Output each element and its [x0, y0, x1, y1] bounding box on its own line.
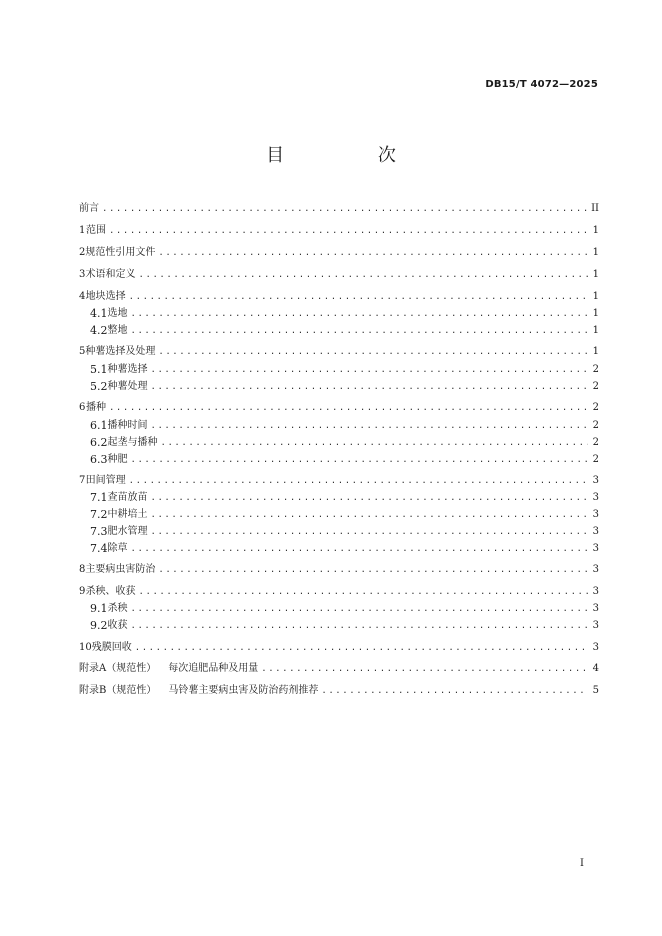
toc-leader-dots: [139, 268, 588, 282]
toc-entry-number: 3: [79, 269, 86, 280]
toc-entry[interactable]: [90, 602, 599, 616]
toc-entry-label: 肥水管理: [107, 526, 148, 537]
toc-leader-dots: [109, 401, 588, 415]
toc-entry[interactable]: [79, 563, 599, 577]
toc-entry-number: 7: [79, 475, 86, 486]
toc-entry[interactable]: [90, 453, 599, 467]
toc-entry-page: 2: [592, 364, 599, 375]
toc-entry[interactable]: [79, 662, 599, 676]
toc-entry-page: 2: [592, 420, 599, 431]
toc-entry-page: 2: [592, 402, 599, 413]
toc-leader-dots: [151, 525, 589, 539]
toc-entry-page: 3: [592, 475, 599, 486]
footer-page-number: I: [580, 858, 584, 869]
toc-entry-number: 7.1: [90, 491, 108, 504]
toc-entry-page: 5: [592, 685, 599, 696]
toc-entry[interactable]: [79, 290, 599, 304]
toc-entry-label: 中耕培土: [107, 509, 148, 520]
toc-entry-number: 8: [79, 564, 86, 575]
toc-leader-dots: [131, 324, 589, 338]
toc-entry-number: 5.1: [90, 363, 108, 376]
toc-entry-page: 3: [592, 526, 599, 537]
toc-entry[interactable]: [79, 224, 599, 238]
toc-entry[interactable]: [90, 436, 599, 450]
toc-leader-dots: [151, 380, 589, 394]
toc-entry-number: 6.2: [90, 436, 108, 449]
toc-entry-page: 1: [592, 308, 599, 319]
toc-entry-page: 2: [592, 454, 599, 465]
toc-entry-number: 5.2: [90, 380, 108, 393]
toc-leader-dots: [158, 246, 588, 260]
toc-entry-page: 3: [592, 564, 599, 575]
toc-entry[interactable]: [79, 268, 599, 282]
toc-entry-page: 2: [592, 381, 599, 392]
toc-leader-dots: [139, 585, 588, 599]
toc-entry[interactable]: [79, 641, 599, 655]
toc-leader-dots: [151, 508, 589, 522]
toc-entry-label: 种薯处理: [107, 381, 148, 392]
toc-entry[interactable]: [90, 491, 599, 505]
toc-entry[interactable]: [79, 585, 599, 599]
toc-entry-number: 2: [79, 247, 86, 258]
toc-leader-dots: [131, 619, 589, 633]
document-code: DB15/T 4072—2025: [485, 79, 598, 90]
toc-entry-number: 5: [79, 346, 86, 357]
toc-entry[interactable]: [90, 419, 599, 433]
toc-entry-label: 整地: [107, 325, 128, 336]
toc-entry[interactable]: [90, 508, 599, 522]
toc-leader-dots: [151, 491, 589, 505]
toc-entry-label: 选地: [107, 308, 128, 319]
toc-entry-page: 1: [592, 225, 599, 236]
toc-entry-page: 3: [592, 509, 599, 520]
toc-annex-title: 马铃薯主要病虫害及防治药剂推荐: [168, 685, 319, 696]
toc-leader-dots: [131, 602, 589, 616]
toc-entry-number: 6.3: [90, 453, 108, 466]
toc-leader-dots: [102, 202, 588, 216]
toc-entry-number: 6: [79, 402, 86, 413]
toc-entry[interactable]: [79, 474, 599, 488]
toc-entry-page: 2: [592, 437, 599, 448]
toc-entry[interactable]: [79, 246, 599, 260]
toc-entry-label: 范围: [85, 225, 106, 236]
toc-leader-dots: [151, 363, 589, 377]
toc-entry-label: 查苗放苗: [107, 492, 148, 503]
toc-entry-label: 前言: [79, 203, 99, 214]
toc-entry-label: 杀秧、收获: [85, 586, 136, 597]
toc-entry-number: 4.2: [90, 324, 108, 337]
toc-entry[interactable]: [90, 542, 599, 556]
toc-leader-dots: [321, 684, 588, 698]
toc-entry-label: 残膜回收: [91, 642, 132, 653]
toc-entry[interactable]: [79, 345, 599, 359]
toc-entry-label: 规范性引用文件: [85, 247, 156, 258]
toc-entry[interactable]: [79, 202, 599, 216]
toc-entry[interactable]: [90, 363, 599, 377]
toc-entry[interactable]: [79, 401, 599, 415]
toc-leader-dots: [158, 345, 588, 359]
toc-leader-dots: [129, 474, 588, 488]
toc-entry-number: 9.1: [90, 602, 108, 615]
toc-entry-page: 3: [592, 620, 599, 631]
toc-entry[interactable]: [90, 324, 599, 338]
toc-entry-page: 1: [592, 247, 599, 258]
toc-leader-dots: [135, 641, 588, 655]
toc-leader-dots: [158, 563, 588, 577]
toc-leader-dots: [261, 662, 588, 676]
toc-entry-page: 1: [592, 325, 599, 336]
toc-entry-number: 7.4: [90, 542, 108, 555]
toc-entry-number: 9.2: [90, 619, 108, 632]
toc-entry-number: 7.3: [90, 525, 108, 538]
toc-entry-number: 1: [79, 225, 86, 236]
toc-entry[interactable]: [90, 380, 599, 394]
toc-entry-label: 收获: [107, 620, 128, 631]
toc-entry-number: 6.1: [90, 419, 108, 432]
toc-entry-number: 4.1: [90, 307, 108, 320]
toc-title: 目 次: [266, 145, 440, 166]
toc-leader-dots: [129, 290, 588, 304]
toc-entry-label: 起垄与播种: [107, 437, 158, 448]
toc-entry[interactable]: [79, 684, 599, 698]
toc-entry-label: 田间管理: [85, 475, 126, 486]
toc-leader-dots: [131, 453, 589, 467]
toc-entry-page: 1: [592, 346, 599, 357]
toc-entry-number: 4: [79, 291, 86, 302]
toc-entry-label: 杀秧: [107, 603, 128, 614]
toc-entry-page: 4: [592, 663, 599, 674]
toc-entry-label: 地块选择: [85, 291, 126, 302]
toc-entry-page: 3: [592, 492, 599, 503]
toc-entry-page: 1: [592, 269, 599, 280]
toc-entry-page: 3: [592, 642, 599, 653]
toc-entry-label: 术语和定义: [85, 269, 136, 280]
toc-entry-page: 3: [592, 603, 599, 614]
toc-entry-page: 3: [592, 586, 599, 597]
toc-entry-label: 播种: [85, 402, 106, 413]
toc-entry-number: 7.2: [90, 508, 108, 521]
toc-leader-dots: [151, 419, 589, 433]
toc-leader-dots: [131, 307, 589, 321]
toc-entry-number: 10: [79, 642, 92, 653]
toc-entry-page: II: [591, 203, 599, 214]
toc-entry-label: 种薯选择: [107, 364, 148, 375]
toc-entry-page: 1: [592, 291, 599, 302]
toc-entry-label: 主要病虫害防治: [85, 564, 156, 575]
toc-entry-label: 播种时间: [107, 420, 148, 431]
toc-leader-dots: [109, 224, 588, 238]
toc-entry-page: 3: [592, 543, 599, 554]
toc-entry-label: 附录A（规范性）: [79, 663, 157, 674]
toc-entry[interactable]: [90, 307, 599, 321]
toc-entry-label: 种肥: [107, 454, 128, 465]
toc-entry-label: 种薯选择及处理: [85, 346, 156, 357]
toc-leader-dots: [161, 436, 589, 450]
toc-entry-label: 除草: [107, 543, 128, 554]
toc-entry-label: 附录B（规范性）: [79, 685, 157, 696]
toc-entry[interactable]: [90, 525, 599, 539]
toc-entry-number: 9: [79, 586, 86, 597]
toc-annex-title: 每次追肥品种及用量: [168, 663, 259, 674]
toc-entry[interactable]: [90, 619, 599, 633]
toc-leader-dots: [131, 542, 589, 556]
